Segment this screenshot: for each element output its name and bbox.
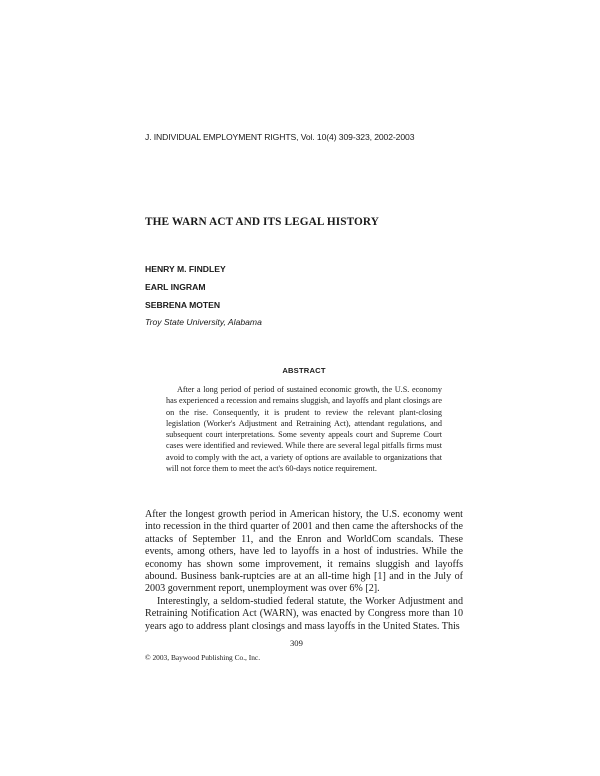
- author-name: SEBRENA MOTEN: [145, 300, 221, 310]
- abstract-heading: ABSTRACT: [282, 366, 326, 375]
- page-number: 309: [290, 638, 303, 648]
- body-paragraph: Interestingly, a seldom-studied federal statute, the Worker Adjustment and Retraining Notification Act (WARN), was enacted by Congress more than 10 years ago to address plant closings and mass layoffs in the United States. This: [145, 596, 463, 632]
- author-name: HENRY M. FINDLEY: [145, 264, 226, 274]
- journal-citation: J. INDIVIDUAL EMPLOYMENT RIGHTS, Vol. 10(4) 309-323, 2002-2003: [145, 132, 415, 142]
- article-title: THE WARN ACT AND ITS LEGAL HISTORY: [145, 216, 380, 228]
- author-affiliation: Troy State University, Alabama: [145, 317, 262, 327]
- body-paragraph: After the longest growth period in American history, the U.S. economy went into recession in the third quarter of 2001 and then came the aftershocks of the attacks of September 11, and the Enron and WorldCom scandals. These events, among others, have led to layoffs in a host of industries. While the economy has shown some improvement, it remains sluggish and layoffs abound. Business bank-ruptcies are at an all-time high [1] and in the July of 2003 government report, unemployment was over 6% [2].: [145, 509, 463, 595]
- author-name: EARL INGRAM: [145, 282, 206, 292]
- abstract-text: After a long period of period of sustained economic growth, the U.S. economy has experienced a recession and remains sluggish, and layoffs and plant closings are on the rise. Consequently, it is prudent to review the relevant plant-closing legislation (Worker's Adjustment and Retraining Act), attendant regulations, and subsequent court interpretations. Some seventy appeals court and Supreme Court cases were identified and reviewed. While there are several legal pitfalls firms must avoid to comply with the act, a variety of options are available to organizations that will not force them to meet the act's 60-days notice requirement.: [166, 385, 442, 474]
- copyright-notice: © 2003, Baywood Publishing Co., Inc.: [145, 653, 261, 662]
